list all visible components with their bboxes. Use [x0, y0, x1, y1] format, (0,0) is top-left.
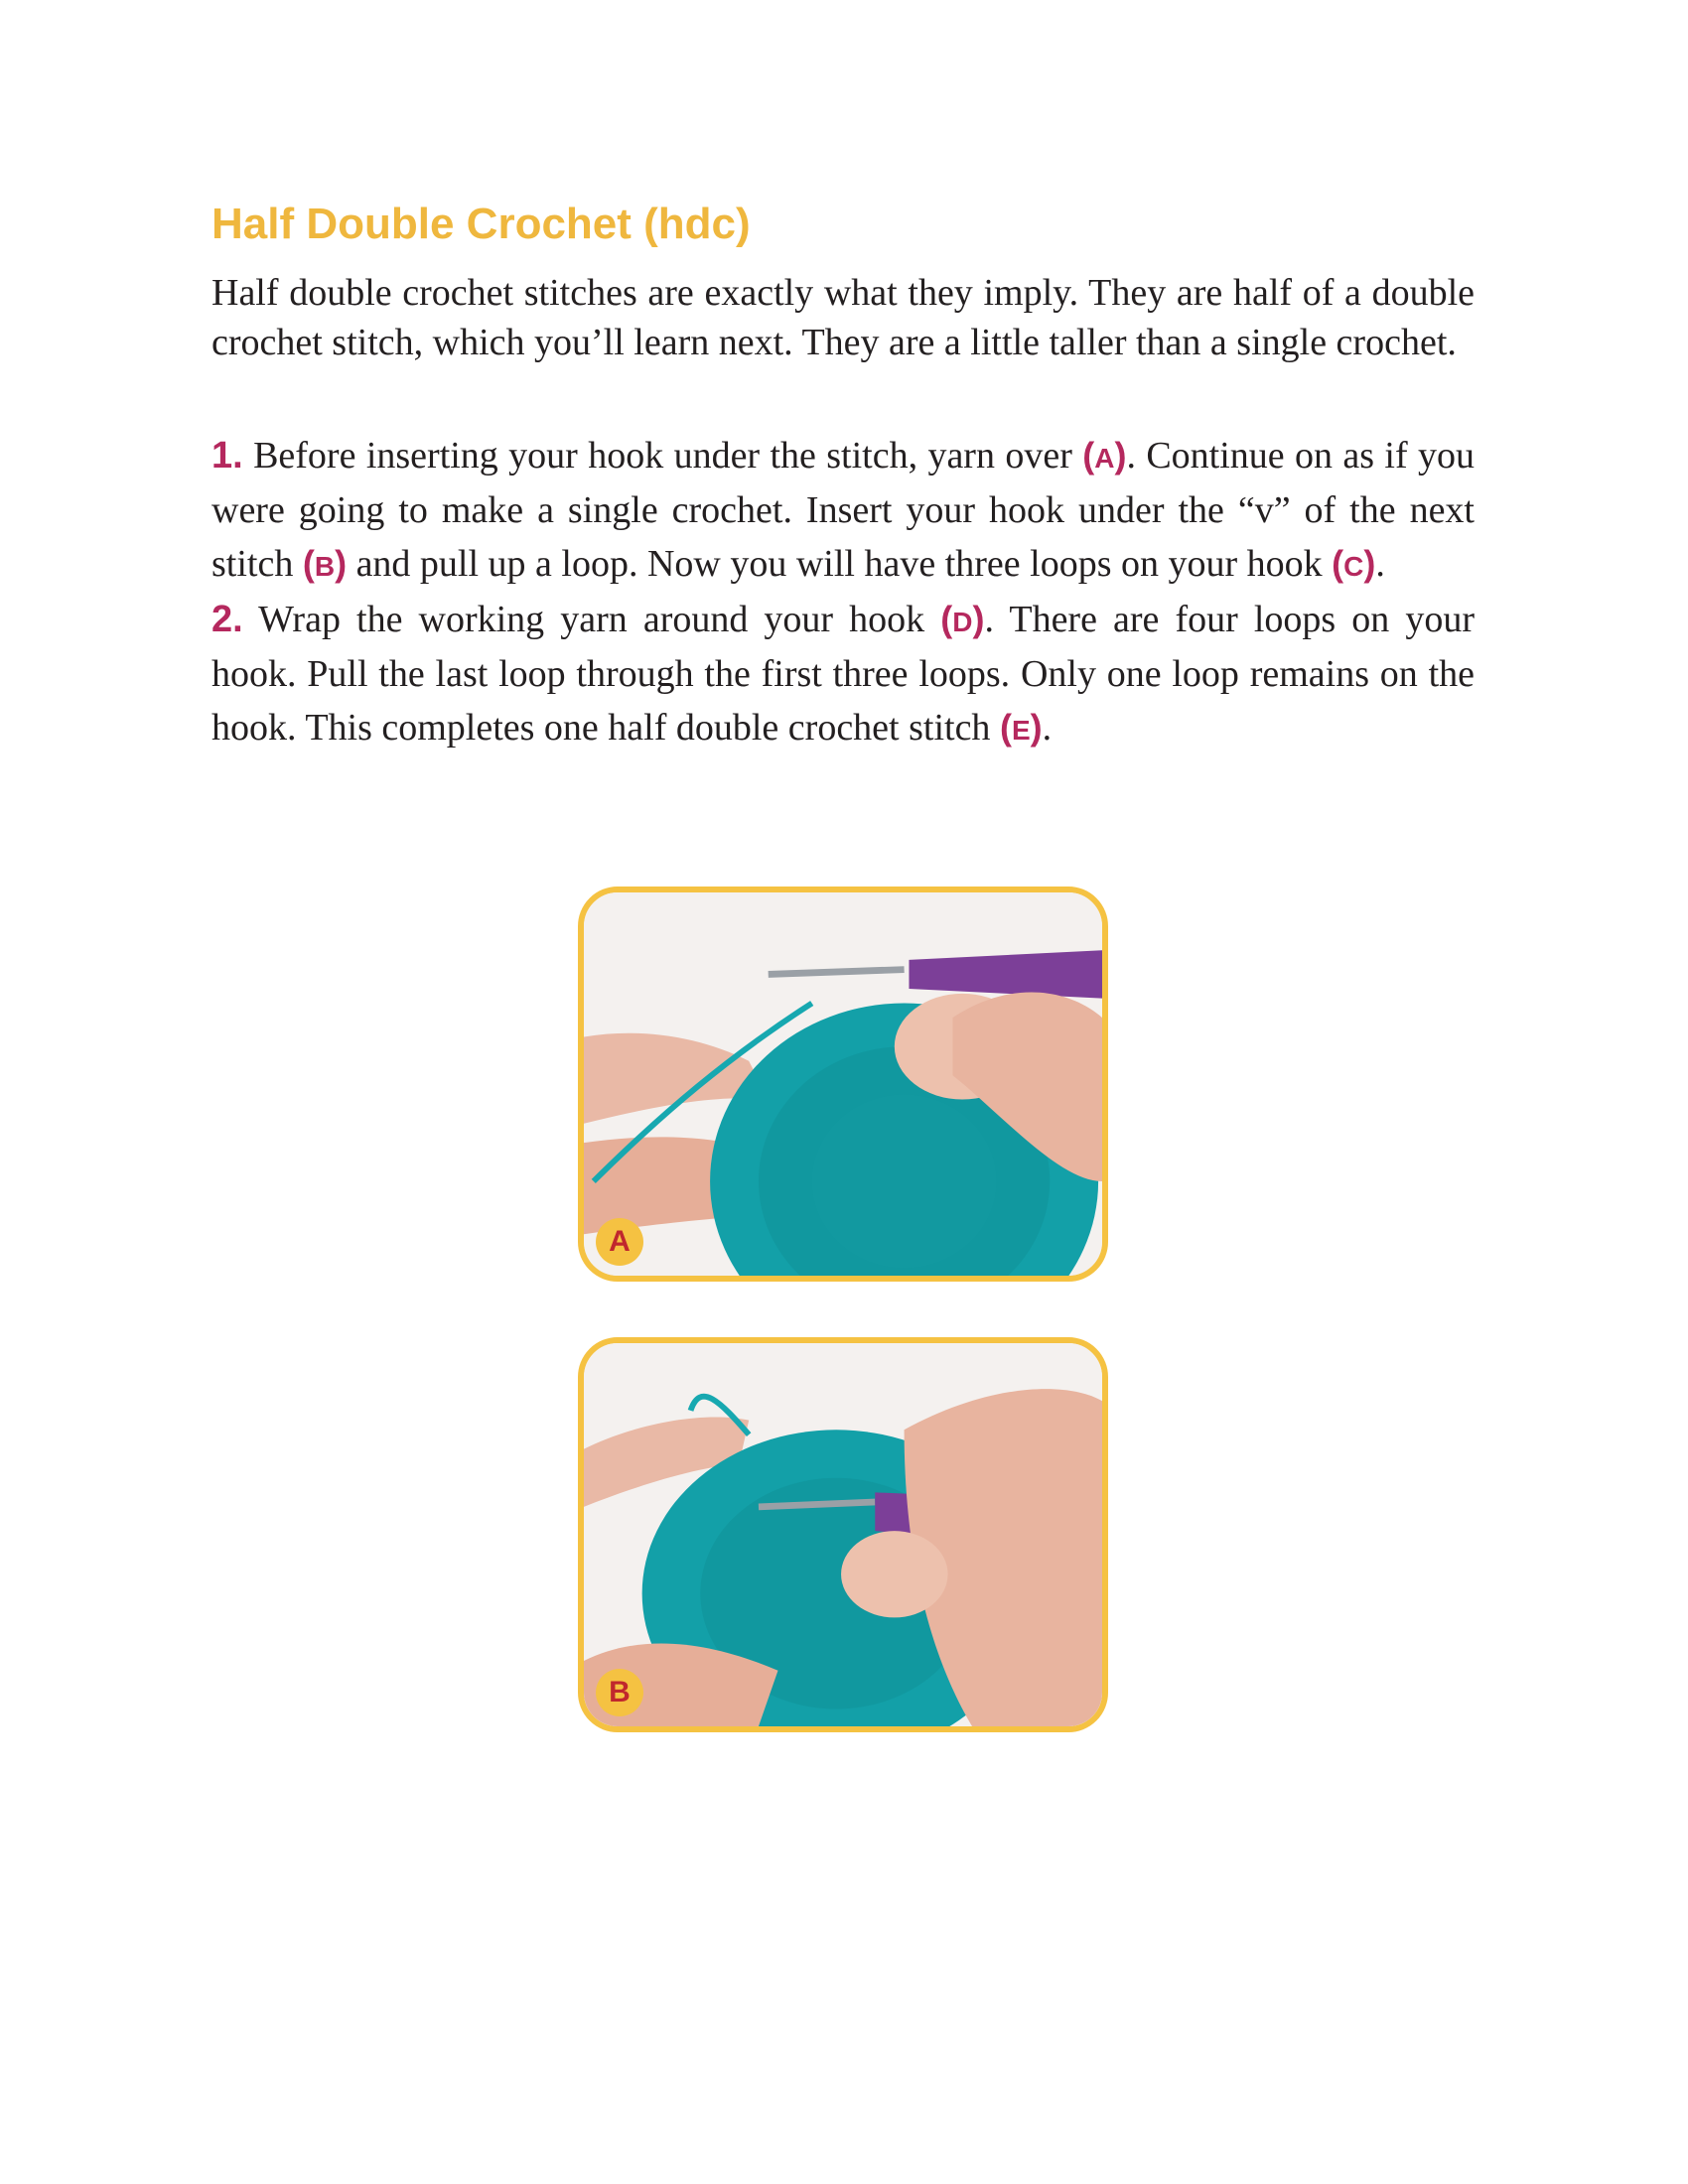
photo-ref: (E) — [999, 707, 1043, 748]
step-text: Before inserting your hook under the stitch, yarn over — [242, 435, 1083, 477]
crochet-hook-photo-icon — [584, 1343, 1102, 1726]
photo-label-badge: B — [596, 1669, 643, 1716]
step-text: Wrap the working yarn around your hook — [242, 599, 941, 640]
step-text: . — [1375, 543, 1385, 585]
step-text: . There are four loops on your hook. Pull the last loop through the first three loops. Only one loop remains on the hook. This completes one half double crochet stitch — [211, 599, 1476, 749]
step-text: . — [1042, 707, 1053, 749]
step-text: and pull up a loop. Now you will have three loops on your hook — [347, 543, 1333, 585]
crochet-hook-photo-icon — [584, 892, 1102, 1276]
photo-ref: (D) — [940, 599, 985, 639]
steps-list — [211, 429, 1475, 756]
photo-label-badge: A — [596, 1218, 643, 1266]
intro-paragraph: Half double crochet stitches are exactly what they imply. They are half of a double crochet stitch, which you’ll learn next. They are a little taller than a single crochet. — [211, 272, 1475, 363]
step-number: 2. — [211, 599, 243, 640]
step-number: 1. — [211, 435, 243, 477]
step-text: . Continue on as if you were going to make a single crochet. Insert your hook under the “v” of the next stitch — [211, 435, 1475, 585]
section-heading: Half Double Crochet (hdc) — [211, 200, 751, 248]
step-1 — [211, 429, 1475, 593]
step-2 — [211, 593, 1475, 756]
photo-a — [578, 887, 1108, 1282]
page-content — [211, 195, 1475, 756]
photo-b — [578, 1337, 1108, 1732]
photo-ref: (C) — [1332, 543, 1376, 584]
photo-ref: (B) — [302, 543, 348, 584]
photo-ref: (A) — [1082, 435, 1127, 476]
